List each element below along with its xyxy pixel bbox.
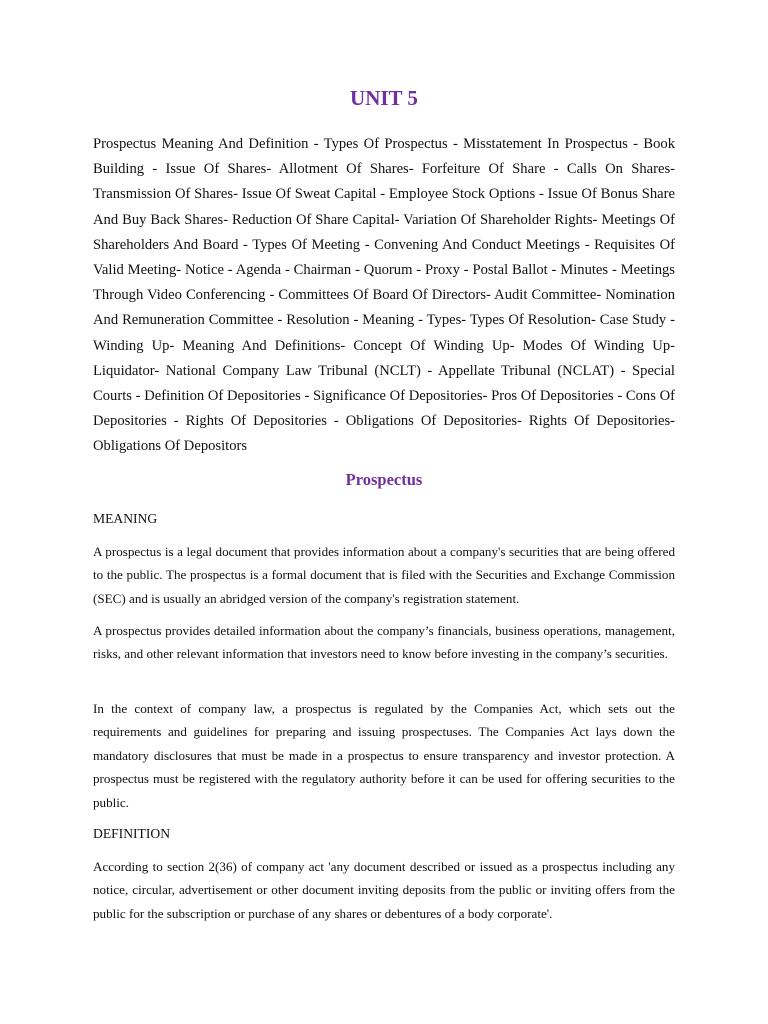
definition-paragraph: According to section 2(36) of company act 'any document described or issued as a prospectus including any notice, circular, advertisement or other document inviting deposits from the public or inviting offers from the public for the subscription or purchase of any shares or debentures of a body corporate'.: [93, 859, 675, 921]
section-heading-prospectus: Prospectus: [345, 470, 423, 489]
meaning-paragraph-2: A prospectus provides detailed information about the company’s financials, business operations, management, risks, and other relevant information that investors need to know before investing in the company’s securities.: [93, 623, 675, 662]
unit-title: UNIT 5: [350, 86, 418, 110]
unit-topics-paragraph: Prospectus Meaning And Definition - Types Of Prospectus - Misstatement In Prospectus - Book Building - Issue Of Shares- Allotment Of Shares- Forfeiture Of Share - Calls On Shares- Transmission Of Shares- Issue Of Sweat Capital - Employee Stock Options - Issue Of Bonus Share And Buy Back Shares- Reduction Of Share Capital- Variation Of Shareholder Rights- Meetings Of Shareholders And Board - Types Of Meeting - Convening And Conduct Meetings - Requisites Of Valid Meeting- Notice - Agenda - Chairman - Quorum - Proxy - Postal Ballot - Minutes - Meetings Through Video Conferencing - Committees Of Board Of Directors- Audit Committee- Nomination And Remuneration Committee - Resolution - Meaning - Types- Types Of Resolution- Case Study - Winding Up- Meaning And Definitions- Concept Of Winding Up- Modes Of Winding Up- Liquidator- National Company Law Tribunal (NCLT) - Appellate Tribunal (NCLAT) - Special Courts - Definition Of Depositories - Significance Of Depositories- Pros Of Depositories - Cons Of Depositories - Rights Of Depositories - Obligations Of Depositories- Rights Of Depositories- Obligations Of Depositors: [93, 136, 675, 455]
meaning-label: MEANING: [93, 511, 158, 526]
meaning-paragraph-3: In the context of company law, a prospectus is regulated by the Companies Act, which sets out the requirements and guidelines for preparing and issuing prospectuses. The Companies Act lays down the mandatory disclosures that must be made in a prospectus to ensure transparency and investor protection. A prospectus must be registered with the regulatory authority before it can be used for offering securities to the public.: [93, 701, 675, 810]
definition-label: DEFINITION: [93, 826, 171, 841]
meaning-paragraph-1: A prospectus is a legal document that provides information about a company's securities that are being offered to the public. The prospectus is a formal document that is filed with the Securities and Exchange Commission (SEC) and is usually an abridged version of the company's registration statement.: [93, 544, 675, 606]
